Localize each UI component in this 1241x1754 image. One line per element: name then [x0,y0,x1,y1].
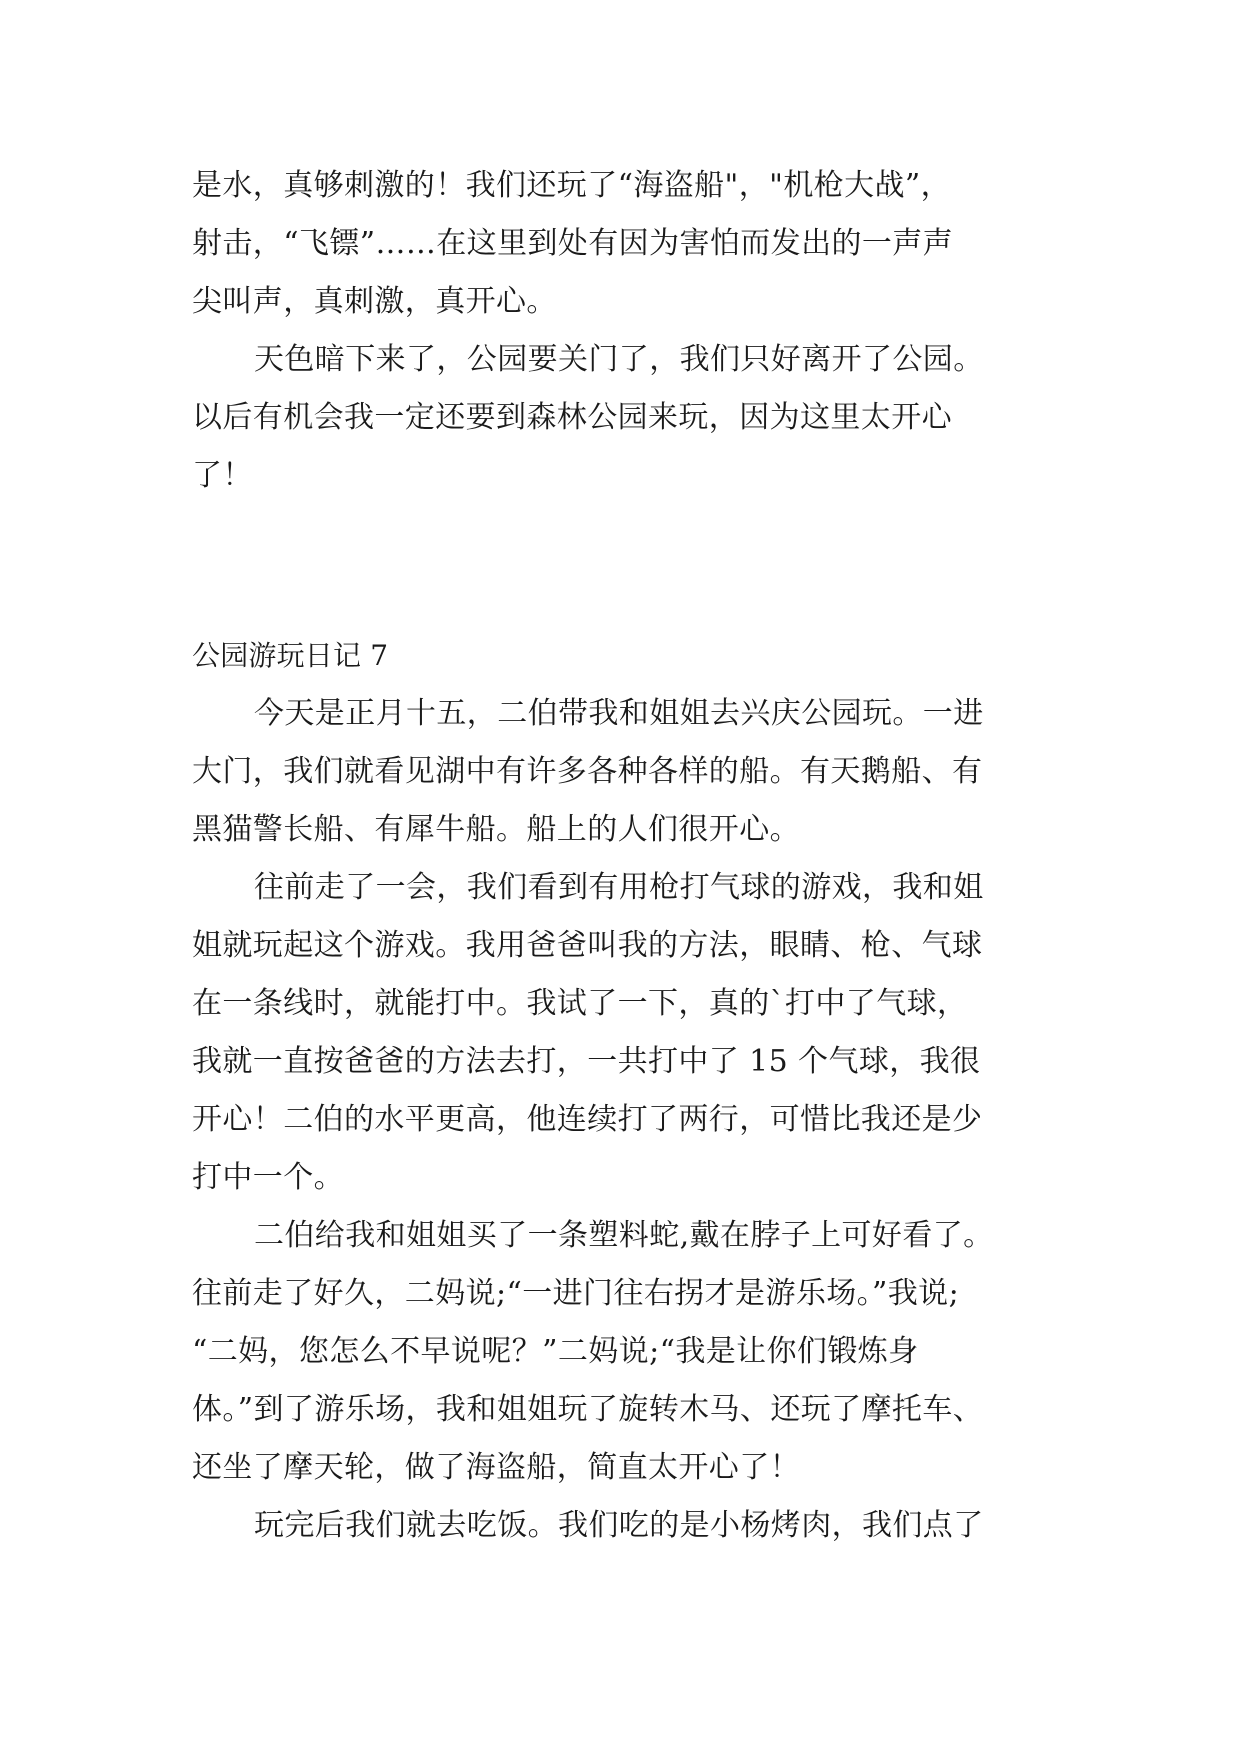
paragraph-line: 以后有机会我一定还要到森林公园来玩，因为这里太开心 [192,400,952,435]
paragraph-line: 我就一直按爸爸的方法去打，一共打中了 15 个气球，我很 [192,1044,981,1079]
paragraph-line: 往前走了好久，二妈说;“一进门往右拐才是游乐场。”我说; [192,1276,960,1311]
paragraph-line: 今天是正月十五，二伯带我和姐姐去兴庆公园玩。一进 [254,696,984,731]
paragraph-line: 玩完后我们就去吃饭。我们吃的是小杨烤肉，我们点了 [254,1508,984,1543]
paragraph-line: 在一条线时，就能打中。我试了一下，真的`打中了气球， [192,986,968,1021]
paragraph-line: 大门，我们就看见湖中有许多各种各样的船。有天鹅船、有 [192,754,983,789]
paragraph-line: 射击，“飞镖”……在这里到处有因为害怕而发出的一声声 [192,226,954,261]
paragraph-line: 往前走了一会，我们看到有用枪打气球的游戏，我和姐 [254,870,984,905]
paragraph-line: 是水，真够刺激的！我们还玩了“海盗船"，"机枪大战”， [192,168,952,203]
paragraph-line: 了！ [192,458,253,493]
section-title: 公园游玩日记 7 [192,639,389,672]
paragraph-line: 开心！二伯的水平更高，他连续打了两行，可惜比我还是少 [192,1102,983,1137]
paragraph-line: 打中一个。 [192,1160,344,1195]
paragraph-line: 二伯给我和姐姐买了一条塑料蛇,戴在脖子上可好看了。 [254,1218,994,1253]
paragraph-line: 黑猫警长船、有犀牛船。船上的人们很开心。 [192,812,800,847]
paragraph-line: “二妈，您怎么不早说呢？”二妈说;“我是让你们锻炼身 [192,1334,919,1369]
paragraph-line: 天色暗下来了，公园要关门了，我们只好离开了公园。 [254,342,984,377]
paragraph-line: 还坐了摩天轮，做了海盗船，简直太开心了！ [192,1450,800,1485]
paragraph-line: 体。”到了游乐场，我和姐姐玩了旋转木马、还玩了摩托车、 [192,1392,984,1427]
paragraph-line: 姐就玩起这个游戏。我用爸爸叫我的方法，眼睛、枪、气球 [192,928,983,963]
paragraph-line: 尖叫声，真刺激，真开心。 [192,284,557,319]
